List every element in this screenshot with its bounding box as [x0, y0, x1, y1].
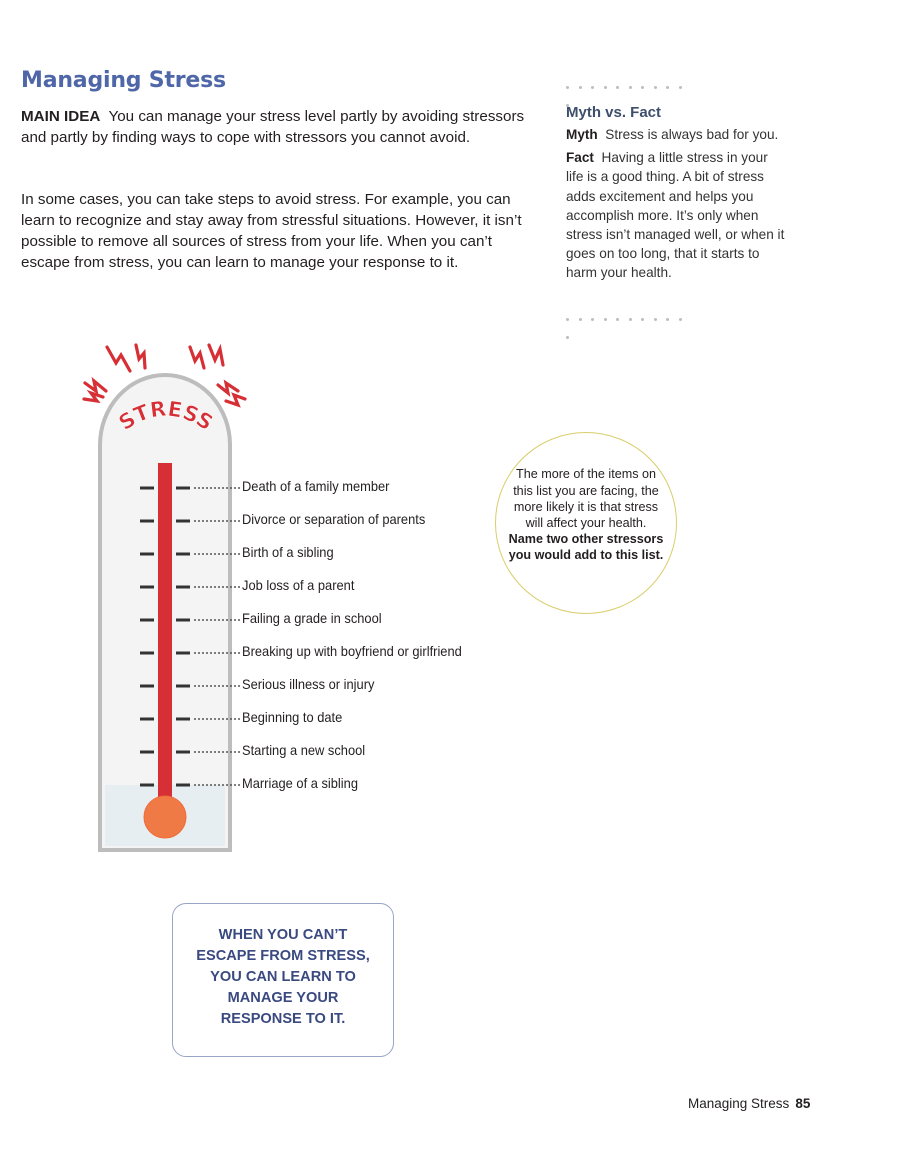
- myth-label: Myth: [566, 127, 598, 142]
- sidebar-top-rule: [566, 86, 696, 90]
- fact-label: Fact: [566, 150, 594, 166]
- myth-text: Stress is always bad for you.: [605, 127, 779, 142]
- stress-label: STRESS: [114, 396, 218, 436]
- myth-paragraph: [566, 125, 786, 144]
- sidebar-bottom-rule: [566, 318, 696, 322]
- stressor-item: Beginning to date: [242, 709, 343, 725]
- myth-fact-title: Myth vs. Fact: [566, 104, 662, 121]
- main-idea-text: You can manage your stress level partly by avoiding stressors and partly by finding ways to cope with stressors you cannot avoid.: [21, 108, 525, 146]
- callout-text: The more of the items on this list you are facing, the more likely it is that stress will affect your health.: [513, 467, 659, 530]
- stressor-item: Serious illness or injury: [242, 676, 375, 692]
- callout-question: Name two other stressors you would add to this list.: [508, 532, 664, 563]
- stressor-item: Starting a new school: [242, 742, 366, 758]
- stressor-item: Divorce or separation of parents: [242, 511, 426, 527]
- fact-text: Having a little stress in your life is a good thing. A bit of stress adds excitement and helps you accomplish more. It’s only when stress isn’t managed well, or when it goes on too long, that it starts to harm your health.: [566, 150, 785, 281]
- stressor-item: Death of a family member: [242, 478, 390, 494]
- stress-thermometer: [70, 335, 260, 865]
- fact-paragraph: [566, 148, 786, 282]
- mercury-column: [158, 463, 172, 813]
- discussion-callout: [495, 432, 677, 614]
- pull-quote-box: [172, 903, 394, 1057]
- main-idea: [21, 107, 531, 148]
- myth-fact-sidebar: [566, 104, 786, 287]
- body-paragraph: In some cases, you can take steps to avoid stress. For example, you can learn to recognize and stay away from stressful situations. However, it isn’t possible to remove all sources of stress from your life. When you can’t escape from stress, you can learn to manage your response to it.: [21, 191, 522, 271]
- section-heading: Managing Stress: [21, 68, 226, 93]
- page-footer: [688, 1096, 810, 1111]
- main-idea-label: MAIN IDEA: [21, 108, 101, 125]
- stressor-item: Birth of a sibling: [242, 544, 334, 560]
- pull-quote: WHEN YOU CAN’T ESCAPE FROM STRESS, YOU CAN LEARN TO MANAGE YOUR RESPONSE TO IT.: [196, 926, 370, 1027]
- running-head: Managing Stress: [688, 1096, 790, 1111]
- stressor-item: Failing a grade in school: [242, 610, 382, 626]
- stressor-item: Job loss of a parent: [242, 577, 355, 593]
- stressor-item: Marriage of a sibling: [242, 775, 358, 791]
- stressor-item: Breaking up with boyfriend or girlfriend: [242, 643, 462, 659]
- page-number: 85: [795, 1096, 811, 1111]
- mercury-bulb: [144, 796, 186, 838]
